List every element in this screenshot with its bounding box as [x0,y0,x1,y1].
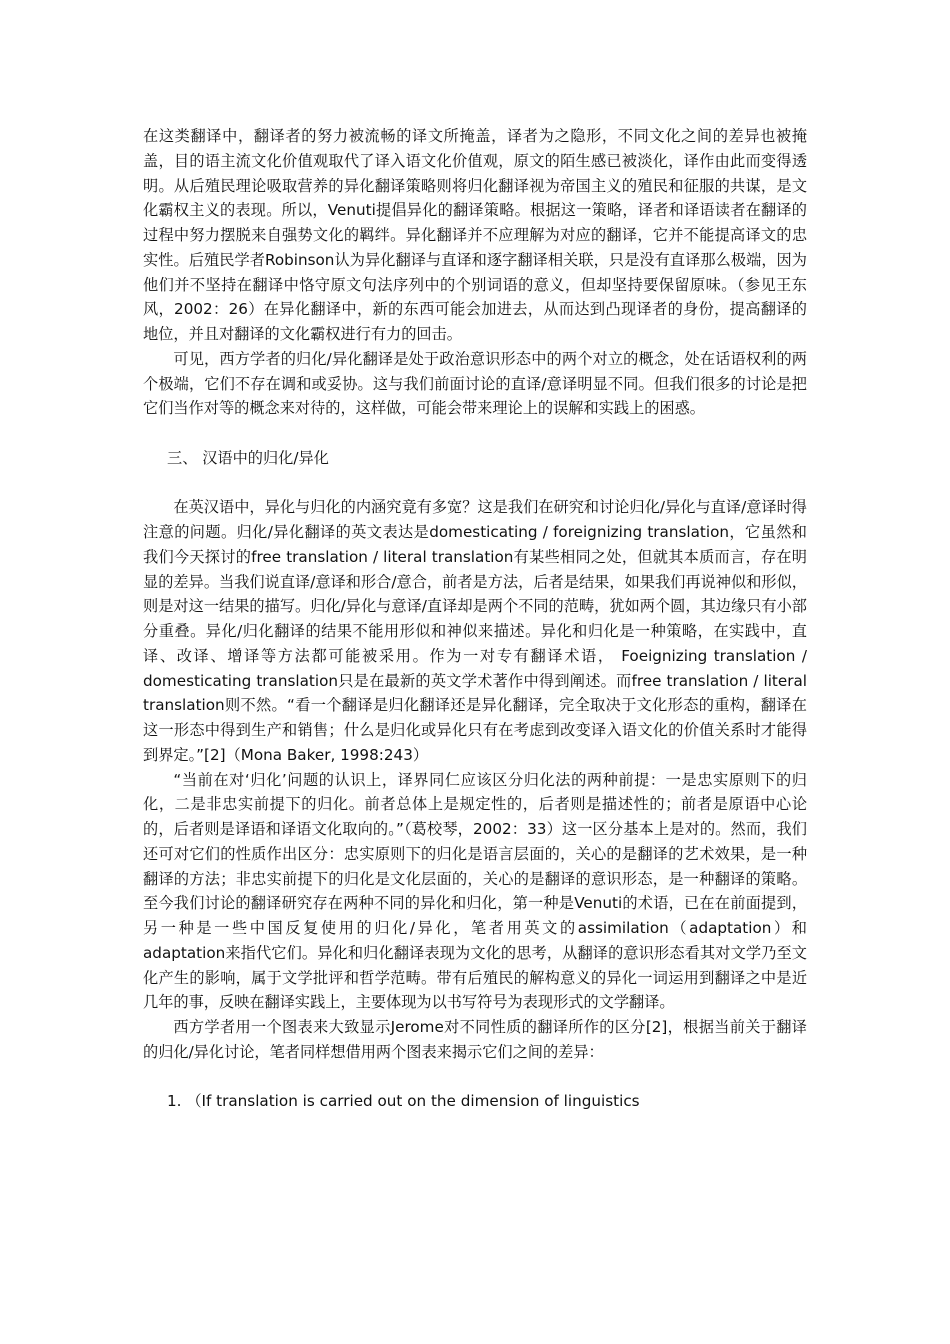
paragraph-1: 在这类翻译中，翻译者的努力被流畅的译文所掩盖，译者为之隐形，不同文化之间的差异也被掩盖，目的语主流文化价值观取代了译入语文化价值观，原文的陌生感已被淡化，译作由此而变得透明。从后殖民理论吸取营养的异化翻译策略则将归化翻译视为帝国主义的殖民和征服的共谋，是文化霸权主义的表现。所以，Venuti提倡异化的翻译策略。根据这一策略，译者和译语读者在翻译的过程中努力摆脱来自强势文化的羁绊。异化翻译并不应理解为对应的翻译，它并不能提高译文的忠实性。后殖民学者Robinson认为异化翻译与直译和逐字翻译相关联，只是没有直译那么极端，因为他们并不坚持在翻译中恪守原文句法序列中的个别词语的意义，但却坚持要保留原味。（参见王东风，2002：26）在异化翻译中，新的东西可能会加进去，从而达到凸现译者的身份，提高翻译的地位，并且对翻译的文化霸权进行有力的回击。 [143,127,807,343]
paragraph-4: “当前在对‘归化’问题的认识上，译界同仁应该区分归化法的两种前提：一是忠实原则下的归化，二是非忠实前提下的归化。前者总体上是规定性的，后者则是描述性的；前者是原语中心论的，后者则是译语和译语文化取向的。”（葛校琴，2002：33）这一区分基本上是对的。然而，我们还可对它们的性质作出区分：忠实原则下的归化是语言层面的，关心的是翻译的艺术效果，是一种翻译的方法；非忠实前提下的归化是文化层面的，关心的是翻译的意识形态，是一种翻译的策略。至今我们讨论的翻译研究存在两种不同的异化和归化，第一种是Venuti的术语，已在在前面提到，另一种是一些中国反复使用的归化/异化，笔者用英文的assimilation（adaptation）和adaptation来指代它们。异化和归化翻译表现为文化的思考，从翻译的意识形态看其对文学乃至文化产生的影响，属于文学批评和哲学范畴。带有后殖民的解构意义的异化一词运用到翻译之中是近几年的事，反映在翻译实践上，主要体现为以书写符号为表现形式的文学翻译。 [143,770,807,1012]
section-heading: 三、 汉语中的归化/异化 [167,448,329,467]
paragraph-5: 西方学者用一个图表来大致显示Jerome对不同性质的翻译所作的区分[2]，根据当前关于翻译的归化/异化讨论，笔者同样想借用两个图表来揭示它们之间的差异： [143,1018,807,1061]
paragraph-3: 在英汉语中，异化与归化的内涵究竟有多宽？这是我们在研究和讨论归化/异化与直译/意译时得注意的问题。归化/异化翻译的英文表达是domesticating / foreignizing translation，它虽然和我们今天探讨的free translation / literal translation有某些相同之处，但就其本质而言，存在明显的差异。当我们说直译/意译和形合/意合，前者是方法，后者是结果，如果我们再说神似和形似，则是对这一结果的描写。归化/异化与意译/直译却是两个不同的范畴，犹如两个圆，其边缘只有小部分重叠。异化/归化翻译的结果不能用形似和神似来描述。异化和归化是一种策略，在实践中，直译、改译、增译等方法都可能被采用。作为一对专有翻译术语， Foeignizing translation / domesticating translation只是在最新的英文学术著作中得到阐述。而free translation / literal translation则不然。“看一个翻译是归化翻译还是异化翻译，完全取决于文化形态的重构，翻译在这一形态中得到生产和销售；什么是归化或异化只有在考虑到改变译入语文化的价值关系时才能得到界定。”[2]（Mona Baker, 1998:243） [143,498,807,764]
list-item-1: 1. （If translation is carried out on the dimension of linguistics [167,1092,640,1111]
blank-line [143,421,807,446]
document-page [143,124,807,1114]
paragraph-2: 可见，西方学者的归化/异化翻译是处于政治意识形态中的两个对立的概念，处在话语权利的两个极端，它们不存在调和或妥协。这与我们前面讨论的直译/意译明显不同。但我们很多的讨论是把它们当作对等的概念来对待的，这样做，可能会带来理论上的误解和实践上的困惑。 [143,349,807,418]
blank-line [143,1065,807,1090]
blank-line [143,471,807,496]
